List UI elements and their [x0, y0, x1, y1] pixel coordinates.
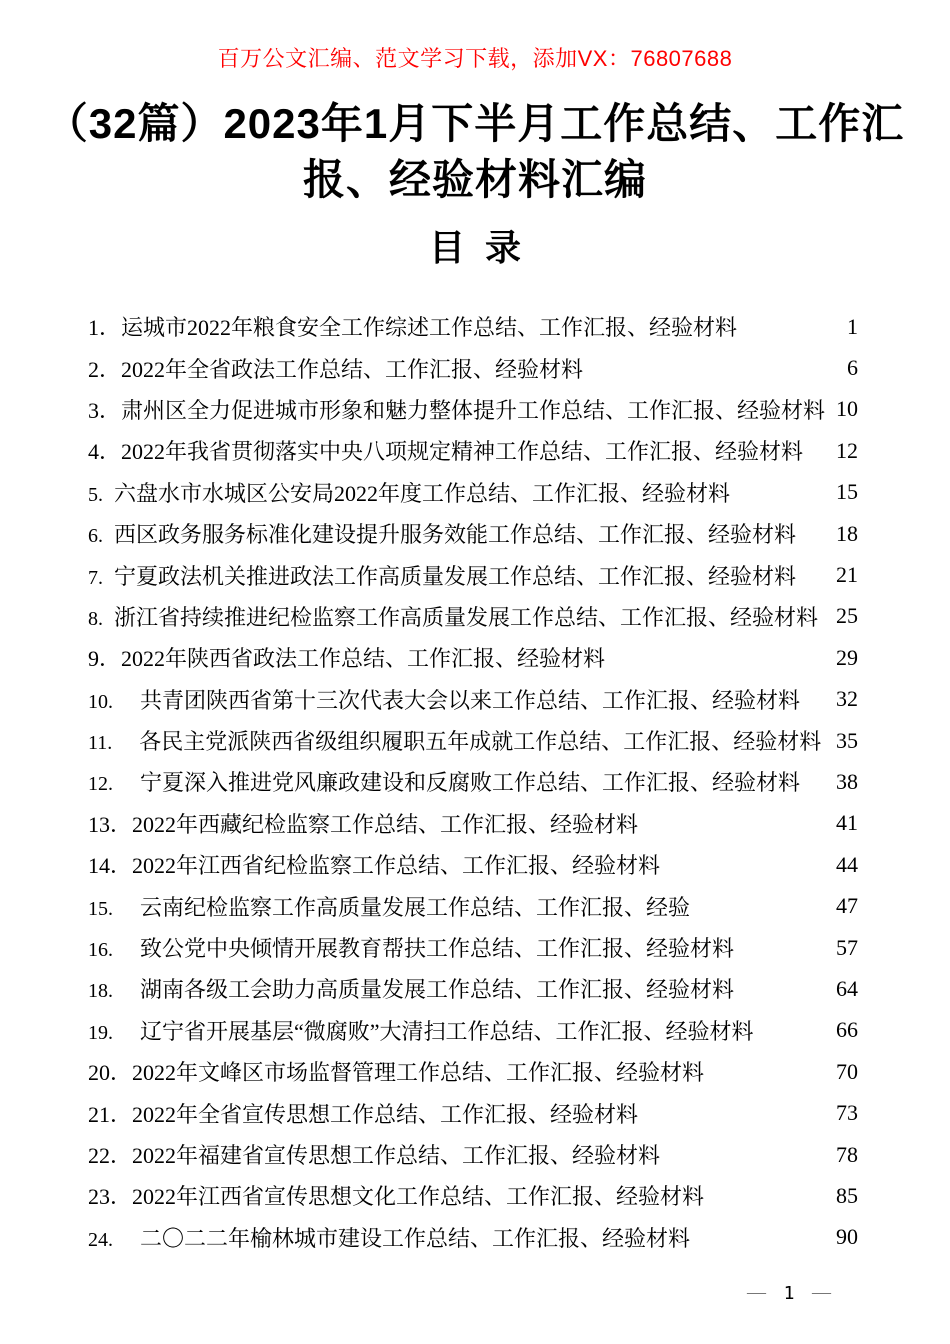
toc-row	[88, 389, 858, 430]
toc-row	[88, 554, 858, 595]
toc-entry-text	[88, 560, 796, 591]
toc-entry-page: 85	[836, 1182, 858, 1208]
toc-entry-page: 41	[836, 810, 858, 836]
toc-entry-page: 10	[836, 396, 858, 422]
toc-entry-text	[88, 808, 638, 839]
toc-row	[88, 1051, 858, 1092]
toc-entry-page: 64	[836, 975, 858, 1001]
toc-entry-text	[88, 725, 821, 756]
toc-entry-number: 15.	[88, 897, 113, 920]
toc-entry-text	[88, 1098, 638, 1129]
toc-entry-title: 辽宁省开展基层“微腐败”大清扫工作总结、工作汇报、经验材料	[140, 1018, 754, 1044]
toc-entry-number: 24.	[88, 1228, 113, 1251]
toc-row	[88, 927, 858, 968]
toc-entry-page: 66	[836, 1017, 858, 1043]
toc-entry-page: 44	[836, 851, 858, 877]
toc-row	[88, 1134, 858, 1175]
toc-row	[88, 306, 858, 347]
toc-row	[88, 347, 858, 388]
toc-entry-page: 15	[836, 479, 858, 505]
toc-entry-title: 2022年全省宣传思想工作总结、工作汇报、经验材料	[132, 1101, 639, 1127]
toc-entry-title: 致公党中央倾情开展教育帮扶工作总结、工作汇报、经验材料	[140, 936, 735, 962]
footer-dash-right: —	[812, 1282, 831, 1303]
toc-entry-number: 6.	[88, 525, 103, 548]
toc-entry-title: 2022年西藏纪检监察工作总结、工作汇报、经验材料	[132, 811, 639, 837]
toc-entry-title: 2022年我省贯彻落实中央八项规定精神工作总结、工作汇报、经验材料	[121, 439, 804, 465]
toc-row	[88, 803, 858, 844]
toc-entry-text	[88, 932, 734, 963]
toc-entry-number: 9．	[88, 646, 122, 672]
toc-entry-number: 21．	[88, 1101, 133, 1127]
toc-entry-title: 浙江省持续推进纪检监察工作高质量发展工作总结、工作汇报、经验材料	[114, 604, 819, 630]
toc-entry-page: 57	[836, 934, 858, 960]
toc-entry-number: 1．	[88, 315, 122, 341]
toc-entry-number: 19.	[88, 1021, 113, 1044]
toc-entry-number: 5.	[88, 483, 103, 506]
toc-entry-text	[88, 1056, 704, 1087]
page-footer	[747, 1282, 831, 1304]
toc-entry-title: 二〇二二年榆林城市建设工作总结、工作汇报、经验材料	[140, 1225, 691, 1251]
toc-entry-title: 2022年全省政法工作总结、工作汇报、经验材料	[121, 356, 584, 382]
toc-entry-number: 11.	[88, 732, 113, 755]
toc-row	[88, 513, 858, 554]
toc-row	[88, 472, 858, 513]
toc-entry-text	[88, 1015, 754, 1046]
toc-entry-page: 21	[836, 562, 858, 588]
toc-entry-page: 35	[836, 727, 858, 753]
toc-entry-title: 云南纪检监察工作高质量发展工作总结、工作汇报、经验	[140, 894, 691, 920]
toc-entry-page: 47	[836, 893, 858, 919]
toc-entry-title: 湖南各级工会助力高质量发展工作总结、工作汇报、经验材料	[140, 977, 735, 1003]
toc-entry-number: 13．	[88, 811, 133, 837]
promo-banner: 百万公文汇编、范文学习下载，添加VX：76807688	[217, 46, 733, 71]
toc-row	[88, 1175, 858, 1216]
toc-entry-page: 1	[847, 313, 858, 339]
toc-entry-text	[88, 435, 803, 466]
toc-row	[88, 1217, 858, 1258]
toc-entry-number: 8.	[88, 607, 103, 630]
toc-entry-text	[88, 353, 583, 384]
toc-row	[88, 720, 858, 761]
toc-row	[88, 679, 858, 720]
toc-entry-page: 70	[836, 1058, 858, 1084]
toc-entry-title: 2022年江西省纪检监察工作总结、工作汇报、经验材料	[132, 853, 661, 879]
toc-entry-page: 78	[836, 1141, 858, 1167]
toc-row	[88, 1010, 858, 1051]
toc-row	[88, 637, 858, 678]
document-title	[0, 96, 950, 208]
toc-row	[88, 844, 858, 885]
document-title-line2: 报、经验材料汇编	[302, 156, 647, 203]
toc-entry-number: 4．	[88, 439, 122, 465]
toc-row	[88, 761, 858, 802]
toc-entry-title: 2022年福建省宣传思想工作总结、工作汇报、经验材料	[132, 1143, 661, 1168]
toc-entry-text	[88, 394, 825, 425]
toc-entry-text	[88, 849, 660, 880]
toc-entry-title: 2022年陕西省政法工作总结、工作汇报、经验材料	[121, 646, 606, 672]
toc-entry-page: 90	[836, 1224, 858, 1250]
toc-list	[88, 306, 858, 1258]
toc-entry-number: 23．	[88, 1184, 133, 1210]
toc-entry-text	[88, 518, 796, 549]
toc-entry-title: 2022年江西省宣传思想文化工作总结、工作汇报、经验材料	[132, 1184, 705, 1210]
document-title-line1: （32篇）2023年1月下半月工作总结、工作汇	[45, 100, 905, 147]
toc-entry-text	[88, 601, 818, 632]
toc-entry-title: 西区政务服务标准化建设提升服务效能工作总结、工作汇报、经验材料	[114, 522, 797, 548]
toc-entry-text	[88, 684, 800, 715]
toc-entry-page: 29	[836, 644, 858, 670]
toc-entry-text	[88, 1139, 660, 1170]
toc-row	[88, 430, 858, 471]
toc-entry-text	[88, 1222, 690, 1253]
toc-entry-text	[88, 1180, 704, 1211]
toc-entry-title: 2022年文峰区市场监督管理工作总结、工作汇报、经验材料	[132, 1060, 705, 1086]
toc-entry-text	[88, 973, 734, 1004]
toc-entry-text	[88, 891, 690, 922]
toc-entry-number: 16.	[88, 939, 113, 962]
toc-entry-number: 10.	[88, 690, 113, 713]
toc-entry-page: 32	[836, 686, 858, 712]
toc-entry-title: 宁夏深入推进党风廉政建设和反腐败工作总结、工作汇报、经验材料	[140, 770, 801, 796]
toc-entry-number: 7.	[88, 566, 103, 589]
toc-entry-title: 六盘水市水城区公安局2022年度工作总结、工作汇报、经验材料	[114, 480, 731, 506]
toc-row	[88, 1092, 858, 1133]
toc-entry-page: 25	[836, 603, 858, 629]
toc-entry-title: 运城市2022年粮食安全工作综述工作总结、工作汇报、经验材料	[121, 315, 738, 341]
toc-entry-text	[88, 311, 737, 342]
toc-entry-text	[88, 477, 730, 508]
toc-entry-number: 20．	[88, 1060, 133, 1086]
toc-entry-page: 18	[836, 520, 858, 546]
toc-entry-page: 38	[836, 768, 858, 794]
toc-entry-text	[88, 642, 605, 673]
toc-row	[88, 968, 858, 1009]
toc-heading: 目 录	[428, 227, 521, 268]
footer-page-number: 1	[783, 1282, 795, 1304]
toc-entry-text	[88, 766, 800, 797]
toc-entry-page: 12	[836, 437, 858, 463]
toc-entry-number: 18.	[88, 980, 113, 1003]
toc-entry-title: 各民主党派陕西省级组织履职五年成就工作总结、工作汇报、经验材料	[139, 729, 822, 755]
footer-dash-left: —	[747, 1282, 766, 1303]
toc-entry-number: 2．	[88, 356, 122, 382]
toc-entry-page: 73	[836, 1100, 858, 1126]
toc-entry-title: 宁夏政法机关推进政法工作高质量发展工作总结、工作汇报、经验材料	[114, 563, 797, 589]
toc-entry-number: 3．	[88, 397, 122, 423]
toc-entry-title: 肃州区全力促进城市形象和魅力整体提升工作总结、工作汇报、经验材料	[121, 397, 826, 423]
toc-row	[88, 596, 858, 637]
toc-entry-number: 12.	[88, 773, 113, 796]
toc-entry-number: 22．	[88, 1143, 133, 1168]
toc-entry-title: 共青团陕西省第十三次代表大会以来工作总结、工作汇报、经验材料	[140, 687, 801, 713]
toc-row	[88, 885, 858, 926]
toc-entry-page: 6	[847, 355, 858, 381]
toc-entry-number: 14．	[88, 853, 133, 879]
